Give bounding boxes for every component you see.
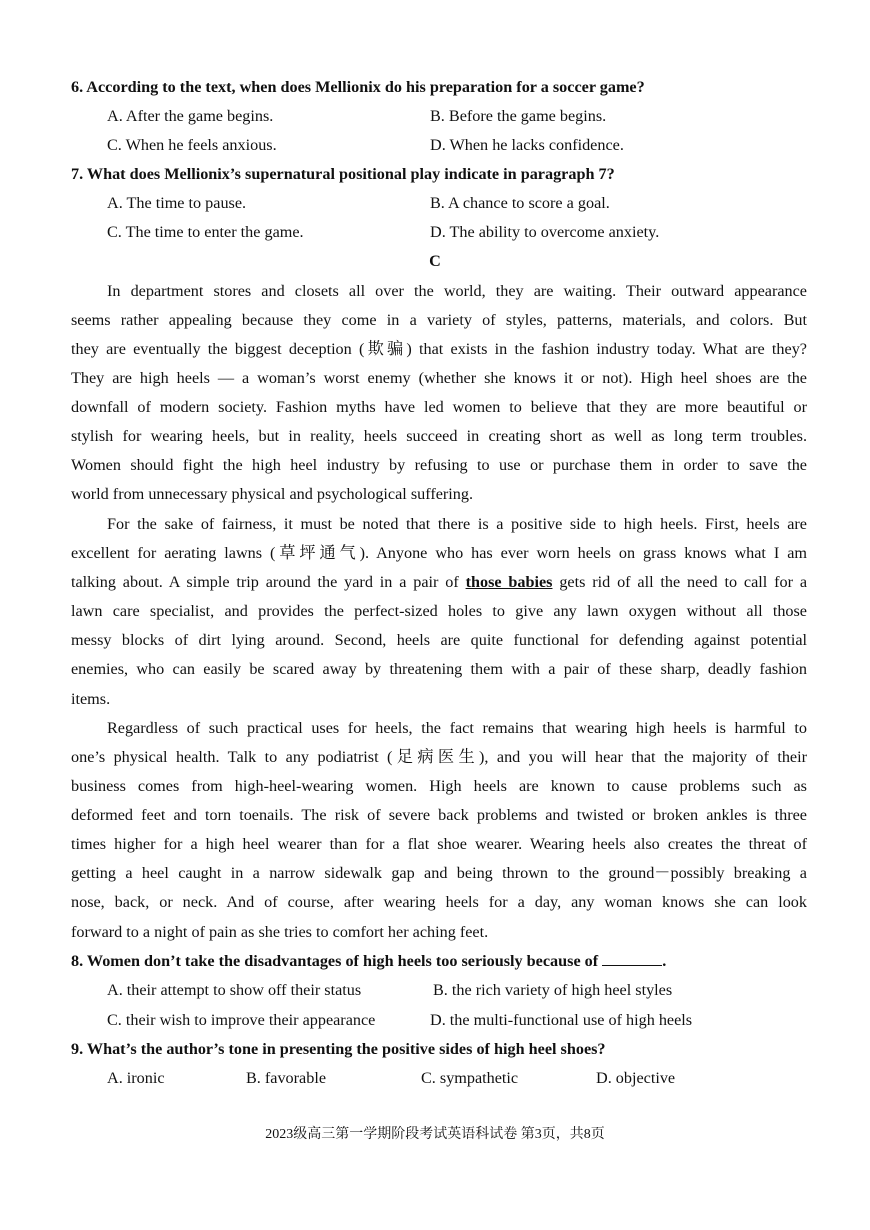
- answer-blank: [602, 951, 662, 966]
- paragraph-2-line: [71, 572, 807, 592]
- question-7-option-a: A. The time to pause.: [107, 194, 247, 212]
- question-8-stem: [71, 951, 666, 971]
- question-6-option-b: B. Before the game begins.: [430, 107, 607, 125]
- question-9-stem: 9. What’s the author’s tone in presenting the positive sides of high heel shoes?: [71, 1040, 606, 1058]
- paragraph-2-text: gets rid of all the need to call for a: [552, 573, 807, 591]
- paragraph-1-line: world from unnecessary physical and psychological suffering.: [71, 485, 474, 503]
- paragraph-2-text: talking about. A simple trip around the yard in a pair of: [71, 573, 466, 591]
- question-6-option-c: C. When he feels anxious.: [107, 136, 277, 154]
- paragraph-3-line: times higher for a high heel wearer than for a flat shoe wearer. Wearing heels also creates the threat of: [71, 835, 807, 853]
- paragraph-1-line: They are high heels — a woman’s worst enemy (whether she knows it or not). High heel shoes are the: [71, 369, 807, 387]
- paragraph-3-line: nose, back, or neck. And of course, after wearing heels for a day, any woman knows she can look: [71, 893, 807, 911]
- paragraph-1-line: downfall of modern society. Fashion myths have led women to believe that they are more beautiful or: [71, 398, 807, 416]
- paragraph-3-line: getting a heel caught in a narrow sidewalk gap and being thrown to the ground－possibly breaking a: [71, 864, 807, 882]
- question-6-option-d: D. When he lacks confidence.: [430, 136, 624, 154]
- section-label: C: [429, 252, 441, 270]
- paragraph-1-line: they are eventually the biggest deception (欺骗) that exists in the fashion industry today. What are they?: [71, 340, 807, 358]
- paragraph-1-line: In department stores and closets all over the world, they are waiting. Their outward appearance: [107, 282, 807, 300]
- question-6-option-a: A. After the game begins.: [107, 107, 274, 125]
- page-footer: 2023级高三第一学期阶段考试英语科试卷 第3页，共8页: [265, 1127, 605, 1142]
- underlined-phrase: those babies: [465, 573, 553, 591]
- question-7-option-b: B. A chance to score a goal.: [430, 194, 610, 212]
- question-7-option-c: C. The time to enter the game.: [107, 223, 304, 241]
- question-9-option-b: B. favorable: [246, 1069, 327, 1087]
- paragraph-1-line: stylish for wearing heels, but in reality, heels succeed in creating short as well as long term troubles.: [71, 427, 807, 445]
- question-8-option-d: D. the multi-functional use of high heels: [430, 1011, 693, 1029]
- paragraph-3-line: deformed feet and torn toenails. The risk of severe back problems and twisted or broken ankles is three: [71, 806, 807, 824]
- paragraph-3-line: one’s physical health. Talk to any podiatrist (足病医生), and you will hear that the majority of their: [71, 748, 807, 766]
- paragraph-2-line: For the sake of fairness, it must be noted that there is a positive side to high heels. First, heels are: [107, 515, 807, 533]
- paragraph-3-line: forward to a night of pain as she tries to comfort her aching feet.: [71, 923, 489, 941]
- paragraph-1-line: Women should fight the high heel industry by refusing to use or purchase them in order to save the: [71, 456, 807, 474]
- paragraph-1-line: seems rather appealing because they come in a variety of styles, patterns, materials, and colors. But: [71, 311, 807, 329]
- question-9-option-c: C. sympathetic: [421, 1069, 519, 1087]
- paragraph-3-line: Regardless of such practical uses for heels, the fact remains that wearing high heels is harmful to: [107, 719, 807, 737]
- paragraph-2-line: messy blocks of dirt lying around. Second, heels are quite functional for defending against potential: [71, 631, 807, 649]
- paragraph-3-line: business comes from high-heel-wearing women. High heels are known to cause problems such as: [71, 777, 807, 795]
- question-8-option-a: A. their attempt to show off their status: [107, 981, 362, 999]
- paragraph-2-line: enemies, who can easily be scared away by threatening them with a pair of these sharp, deadly fashion: [71, 660, 807, 678]
- question-8-period: .: [662, 952, 667, 970]
- question-8-text: 8. Women don’t take the disadvantages of high heels too seriously because of: [71, 952, 599, 970]
- question-7-stem: 7. What does Mellionix’s supernatural positional play indicate in paragraph 7?: [71, 165, 615, 183]
- question-8-option-b: B. the rich variety of high heel styles: [433, 981, 673, 999]
- question-9-option-d: D. objective: [596, 1069, 676, 1087]
- question-7-option-d: D. The ability to overcome anxiety.: [430, 223, 660, 241]
- paragraph-2-line: excellent for aerating lawns (草坪通气). Anyone who has ever worn heels on grass knows what I am: [71, 544, 807, 562]
- paragraph-2-line: items.: [71, 690, 111, 708]
- question-6-stem: 6. According to the text, when does Mellionix do his preparation for a soccer game?: [71, 78, 645, 96]
- question-8-option-c: C. their wish to improve their appearance: [107, 1011, 376, 1029]
- paragraph-2-line: lawn care specialist, and provides the perfect-sized holes to give any lawn oxygen without all those: [71, 602, 807, 620]
- question-9-option-a: A. ironic: [107, 1069, 165, 1087]
